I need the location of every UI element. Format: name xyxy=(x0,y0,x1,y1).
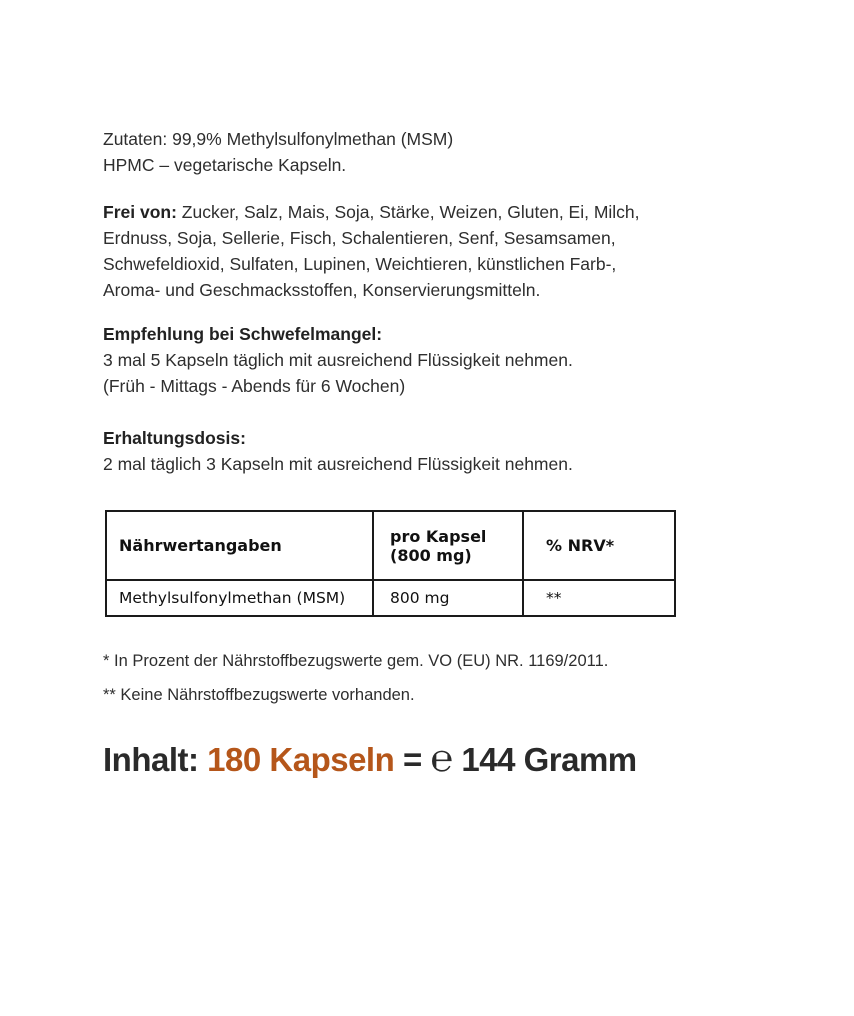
maintenance-line-1: 2 mal täglich 3 Kapseln mit ausreichend Flüssigkeit nehmen. xyxy=(103,454,573,474)
cell-per-capsule: 800 mg xyxy=(373,580,523,616)
header-nutrition-info: Nährwertangaben xyxy=(106,511,373,580)
free-from-label: Frei von: xyxy=(103,202,177,222)
cell-name: Methylsulfonylmethan (MSM) xyxy=(106,580,373,616)
content-weight: 144 Gramm xyxy=(461,741,637,778)
header-per-capsule-line2: (800 mg) xyxy=(390,545,472,565)
equals-sign: = xyxy=(402,741,422,778)
content-summary xyxy=(103,736,637,781)
table-header-row xyxy=(106,511,675,580)
ingredients-line-2: HPMC – vegetarische Kapseln. xyxy=(103,155,347,175)
free-from-section xyxy=(103,199,640,303)
ingredients-text: 99,9% Methylsulfonylmethan (MSM) xyxy=(172,129,454,149)
estimated-sign-icon: ℮ xyxy=(430,736,453,780)
capsule-count: 180 Kapseln xyxy=(207,741,395,778)
footnote-nrv: * In Prozent der Nährstoffbezugswerte gem. VO (EU) NR. 1169/2011. xyxy=(103,652,609,670)
ingredients-section xyxy=(103,126,453,178)
nutrition-table xyxy=(105,510,676,617)
cell-nrv: ** xyxy=(523,580,675,616)
header-per-capsule xyxy=(373,511,523,580)
recommendation-section xyxy=(103,321,573,399)
free-from-text-1: Zucker, Salz, Mais, Soja, Stärke, Weizen, Gluten, Ei, Milch, xyxy=(176,202,640,222)
footnote-no-reference: ** Keine Nährstoffbezugswerte vorhanden. xyxy=(103,686,415,704)
table-row xyxy=(106,580,675,616)
ingredients-line-1 xyxy=(103,126,453,152)
free-from-line-1 xyxy=(103,199,640,225)
free-from-line-2: Erdnuss, Soja, Sellerie, Fisch, Schalentieren, Senf, Sesamsamen, xyxy=(103,228,616,248)
recommendation-line-1: 3 mal 5 Kapseln täglich mit ausreichend Flüssigkeit nehmen. xyxy=(103,350,573,370)
ingredients-label: Zutaten: xyxy=(103,129,168,149)
recommendation-line-2: (Früh - Mittags - Abends für 6 Wochen) xyxy=(103,376,406,396)
header-per-capsule-line1: pro Kapsel xyxy=(390,526,487,546)
content-label: Inhalt: xyxy=(103,741,199,778)
recommendation-heading: Empfehlung bei Schwefelmangel: xyxy=(103,324,383,344)
header-nrv: % NRV* xyxy=(523,511,675,580)
maintenance-heading: Erhaltungsdosis: xyxy=(103,428,246,448)
free-from-line-3: Schwefeldioxid, Sulfaten, Lupinen, Weichtieren, künstlichen Farb-, xyxy=(103,254,617,274)
maintenance-section xyxy=(103,425,573,477)
free-from-line-4: Aroma- und Geschmacksstoffen, Konservierungsmitteln. xyxy=(103,280,541,300)
